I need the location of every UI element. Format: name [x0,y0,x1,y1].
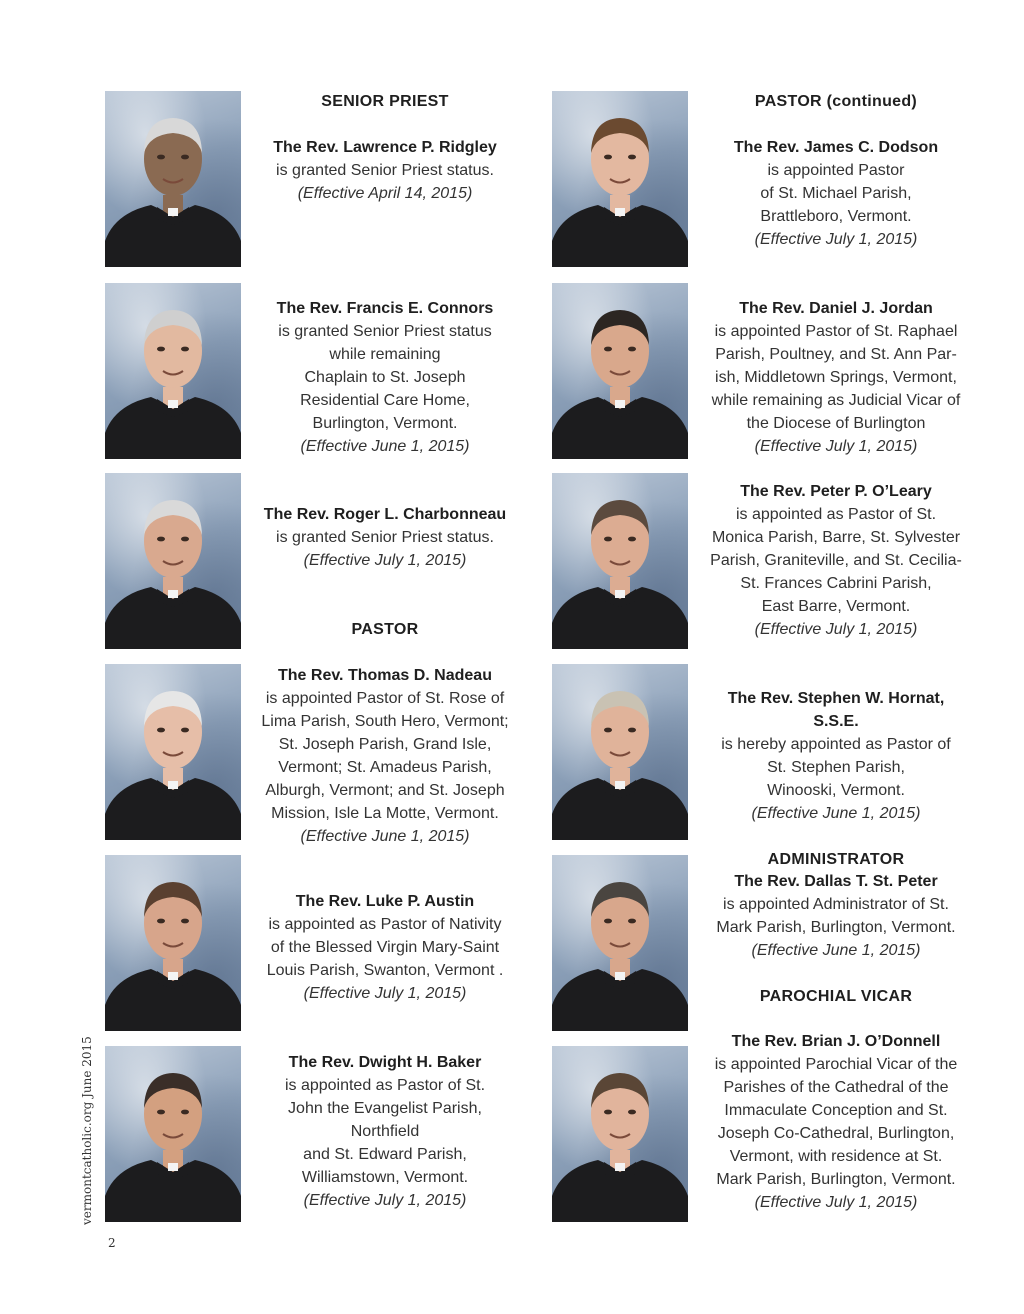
clerical-collar [168,972,178,980]
left-column [0,0,509,1314]
portrait-figure [105,664,241,840]
sidebar-website-date: vermontcatholic.org June 2015 [80,1036,94,1225]
priest-name: The Rev. Roger L. Charbonneau [263,506,507,523]
priest-name: The Rev. Daniel J. Jordan [739,300,933,317]
eye-left [604,919,612,924]
section-heading-parochial-vicar: PAROCHIAL VICAR [759,988,913,1005]
clerical-collar [615,208,625,216]
appointment-text: is appointed Administrator of St. Mark Parish, Burlington, Vermont. [716,896,956,936]
portrait-photo [105,1046,241,1222]
effective-date: (Effective June 1, 2015) [300,438,470,455]
eye-right [628,728,636,733]
priest-name: The Rev. Dwight H. Baker [288,1054,482,1071]
effective-date: (Effective July 1, 2015) [303,552,467,569]
eye-left [604,155,612,160]
eye-left [157,728,165,733]
clerical-collar [615,1163,625,1171]
effective-date: (Effective July 1, 2015) [303,985,467,1002]
priest-name: The Rev. Brian J. O’Donnell [731,1033,941,1050]
section-heading-pastor: PASTOR [351,621,419,638]
portrait-figure [552,283,688,459]
portrait-photo [552,473,688,649]
portrait-photo [105,855,241,1031]
appointment-text: is appointed Pastor of St. Michael Parish, Brattleboro, Vermont. [760,162,912,225]
priest-name: The Rev. Dallas T. St. Peter [734,873,938,890]
portrait-photo [105,91,241,267]
portrait-figure [552,664,688,840]
clerical-collar [615,972,625,980]
eye-left [157,155,165,160]
effective-date: (Effective June 1, 2015) [300,828,470,845]
effective-date: (Effective July 1, 2015) [754,1194,918,1211]
eye-right [181,728,189,733]
eye-right [628,155,636,160]
effective-date: (Effective June 1, 2015) [751,942,921,959]
right-column [512,0,992,1314]
clerical-collar [168,1163,178,1171]
clerical-collar [168,781,178,789]
eye-left [604,537,612,542]
portrait-figure [552,855,688,1031]
eye-left [604,728,612,733]
portrait-figure [105,1046,241,1222]
priest-name: The Rev. Thomas D. Nadeau [278,667,492,684]
section-heading-pastor-continued: PASTOR (continued) [754,93,918,110]
portrait-figure [552,473,688,649]
eye-right [181,347,189,352]
section-heading-administrator: ADMINISTRATOR [767,851,905,868]
eye-right [628,1110,636,1115]
effective-date: (Effective April 14, 2015) [297,185,473,202]
eye-right [181,537,189,542]
eye-right [628,537,636,542]
portrait-photo [552,664,688,840]
effective-date: (Effective July 1, 2015) [303,1192,467,1209]
effective-date: (Effective June 1, 2015) [751,805,921,822]
clerical-collar [168,208,178,216]
portrait-figure [552,91,688,267]
eye-right [628,919,636,924]
portrait-figure [552,1046,688,1222]
appointment-text: is appointed Pastor of St. Rose of Lima Parish, South Hero, Vermont; St. Joseph Parish, Grand Isle, Vermont; St. Amadeus Parish, Alburgh, Vermont; and St. Joseph Mission, Isle La Motte, Vermont. [261,690,509,822]
appointment-text: is granted Senior Priest status while remaining Chaplain to St. Joseph Residential Care Home, Burlington, Vermont. [278,323,492,432]
effective-date: (Effective July 1, 2015) [754,621,918,638]
clerical-collar [615,781,625,789]
portrait-figure [105,283,241,459]
appointment-text: is appointed as Pastor of St. Monica Parish, Barre, St. Sylvester Parish, Graniteville, and St. Cecilia- St. Frances Cabrini Parish, East Barre, Vermont. [710,506,962,615]
priest-name: The Rev. Lawrence P. Ridgley [273,139,497,156]
appointment-text: is hereby appointed as Pastor of St. Stephen Parish, Winooski, Vermont. [721,736,951,799]
appointment-text: is appointed Pastor of St. Raphael Parish, Poultney, and St. Ann Par- ish, Middletown Springs, Vermont, while remaining as Judicial Vicar of the Diocese of Burlington [711,323,961,432]
appointment-text: is granted Senior Priest status. [276,529,494,546]
portrait-figure [105,855,241,1031]
eye-left [604,347,612,352]
clerical-collar [168,400,178,408]
page-number: 2 [108,1236,116,1250]
portrait-photo [105,283,241,459]
eye-right [181,155,189,160]
eye-left [157,919,165,924]
portrait-photo [552,283,688,459]
priest-name: The Rev. Francis E. Connors [276,300,494,317]
portrait-figure [105,91,241,267]
portrait-photo [105,473,241,649]
eye-right [181,919,189,924]
eye-left [157,347,165,352]
eye-right [181,1110,189,1115]
eye-left [157,537,165,542]
clerical-collar [168,590,178,598]
effective-date: (Effective July 1, 2015) [754,231,918,248]
eye-left [157,1110,165,1115]
priest-name: The Rev. Stephen W. Hornat, S.S.E. [727,690,945,730]
portrait-photo [552,1046,688,1222]
portrait-photo [105,664,241,840]
appointment-text: is granted Senior Priest status. [276,162,494,179]
eye-right [628,347,636,352]
clerical-collar [615,590,625,598]
clerical-collar [615,400,625,408]
priest-name: The Rev. Peter P. O’Leary [740,483,932,500]
appointment-text: is appointed Parochial Vicar of the Parishes of the Cathedral of the Immaculate Conception and St. Joseph Co-Cathedral, Burlington, Vermont, with residence at St. Mark Parish, Burlington, Vermont. [714,1056,958,1188]
eye-left [604,1110,612,1115]
appointment-text: is appointed as Pastor of Nativity of the Blessed Virgin Mary-Saint Louis Parish, Swanton, Vermont . [266,916,504,979]
effective-date: (Effective July 1, 2015) [754,438,918,455]
section-heading-senior-priest: SENIOR PRIEST [321,93,449,110]
portrait-photo [552,91,688,267]
portrait-figure [105,473,241,649]
portrait-photo [552,855,688,1031]
appointment-text: is appointed as Pastor of St. John the Evangelist Parish, Northfield and St. Edward Parish, Williamstown, Vermont. [284,1077,486,1186]
priest-name: The Rev. Luke P. Austin [295,893,475,910]
priest-name: The Rev. James C. Dodson [733,139,939,156]
